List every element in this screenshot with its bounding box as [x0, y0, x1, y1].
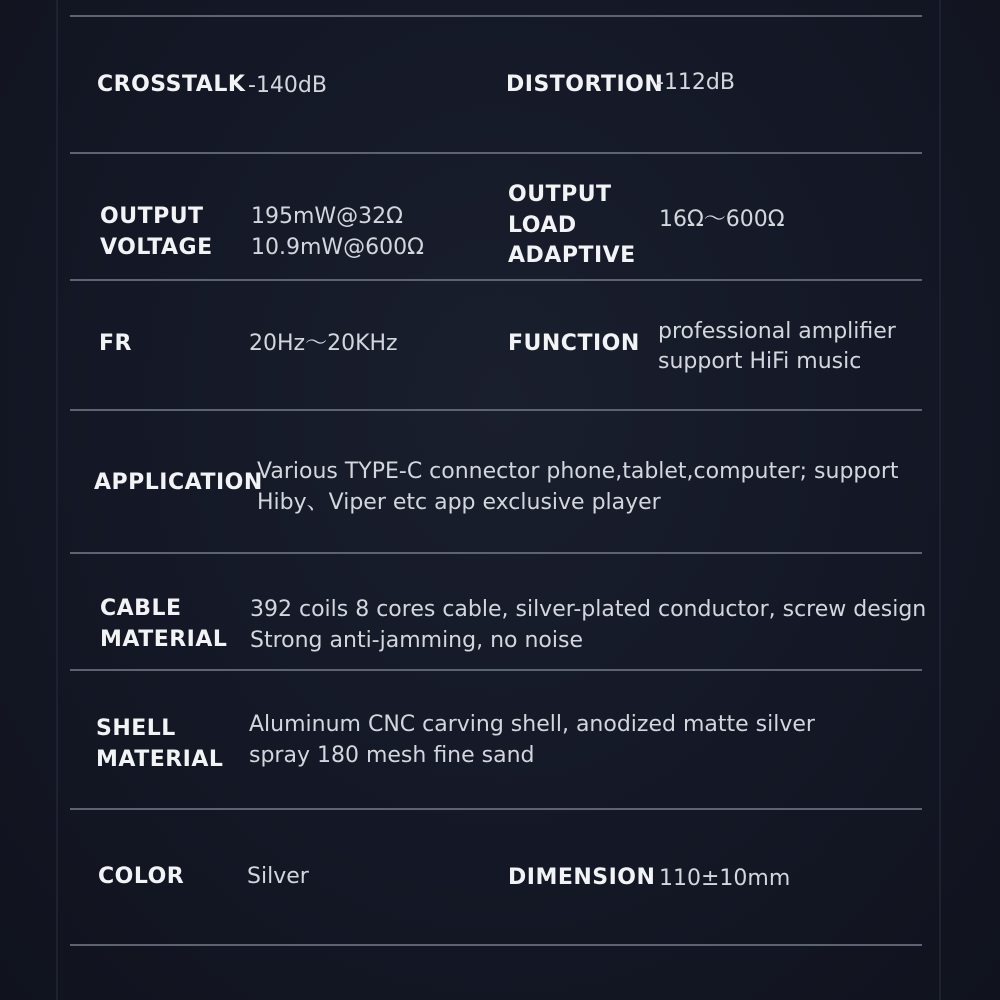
- output-voltage-label-line1: OUTPUT: [100, 204, 204, 229]
- shell-material-value-line1: Aluminum CNC carving shell, anodized matte silver: [249, 712, 815, 737]
- color-value: Silver: [247, 864, 309, 889]
- color-label: COLOR: [98, 864, 185, 889]
- divider: [70, 808, 922, 810]
- divider: [70, 15, 922, 17]
- cable-material-value-line1: 392 coils 8 cores cable, silver-plated conductor, screw design: [250, 597, 927, 622]
- fr-value: 20Hz～20KHz: [249, 331, 398, 356]
- crosstalk-label: CROSSTALK: [97, 72, 246, 97]
- output-load-label-line2: LOAD: [508, 213, 577, 238]
- output-voltage-value-line2: 10.9mW@600Ω: [251, 235, 424, 260]
- distortion-value: -112dB: [656, 70, 735, 95]
- dimension-value: 110±10mm: [659, 866, 791, 891]
- crosstalk-value: -140dB: [248, 73, 327, 98]
- right-edge-line: [939, 0, 941, 1000]
- divider: [70, 669, 922, 671]
- application-value-line1: Various TYPE-C connector phone,tablet,computer; support: [257, 459, 899, 484]
- function-value-line2: support HiFi music: [658, 349, 862, 374]
- cable-material-label-line1: CABLE: [100, 596, 182, 621]
- cable-material-label-line2: MATERIAL: [100, 627, 228, 652]
- divider: [70, 552, 922, 554]
- divider: [70, 152, 922, 154]
- application-label: APPLICATION: [94, 470, 263, 495]
- fr-label: FR: [99, 331, 132, 356]
- divider: [70, 279, 922, 281]
- output-load-value: 16Ω～600Ω: [659, 207, 785, 232]
- dimension-label: DIMENSION: [508, 865, 656, 890]
- cable-material-value-line2: Strong anti-jamming, no noise: [250, 628, 583, 653]
- shell-material-label-line1: SHELL: [96, 716, 176, 741]
- output-load-label-line1: OUTPUT: [508, 182, 612, 207]
- output-load-label-line3: ADAPTIVE: [508, 243, 636, 268]
- shell-material-label-line2: MATERIAL: [96, 747, 224, 772]
- function-value-line1: professional amplifier: [658, 319, 896, 344]
- output-voltage-label-line2: VOLTAGE: [100, 235, 213, 260]
- shell-material-value-line2: spray 180 mesh fine sand: [249, 743, 535, 768]
- divider: [70, 944, 922, 946]
- left-edge-line: [56, 0, 58, 1000]
- distortion-label: DISTORTION: [506, 72, 664, 97]
- application-value-line2: Hiby、Viper etc app exclusive player: [257, 490, 661, 515]
- divider: [70, 409, 922, 411]
- output-voltage-value-line1: 195mW@32Ω: [251, 204, 403, 229]
- function-label: FUNCTION: [508, 331, 640, 356]
